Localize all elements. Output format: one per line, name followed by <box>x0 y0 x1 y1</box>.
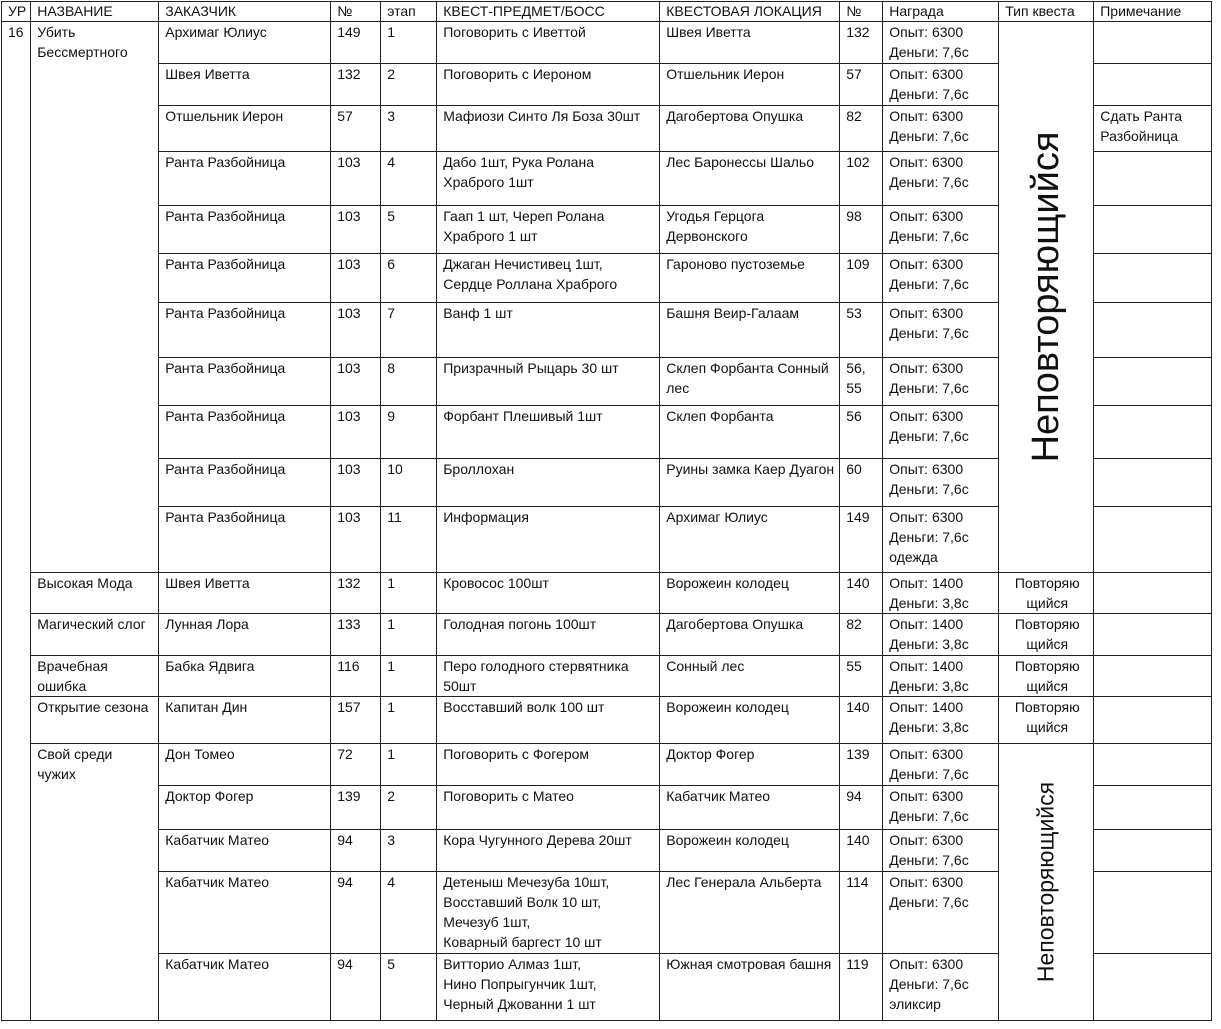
target-cell: Поговорить с Матео <box>437 786 660 830</box>
location-num-cell: 57 <box>840 64 883 106</box>
location-cell: Башня Веир-Галаам <box>660 303 840 358</box>
note-cell <box>1094 303 1212 358</box>
note-cell <box>1094 830 1212 872</box>
client-num-cell: 149 <box>331 22 381 64</box>
note-cell <box>1094 656 1212 697</box>
reward-money: Деньги: 7,6с <box>889 276 969 292</box>
location-num-cell: 56, 55 <box>840 358 883 406</box>
location-num-cell: 98 <box>840 206 883 254</box>
location-num-cell: 82 <box>840 614 883 656</box>
client-cell: Ранта Разбойница <box>159 358 331 406</box>
client-num-cell: 72 <box>331 744 381 786</box>
stage-cell: 2 <box>381 64 437 106</box>
stage-cell: 2 <box>381 786 437 830</box>
reward-exp: Опыт: 1400 <box>889 616 964 632</box>
reward-exp: Опыт: 6300 <box>889 788 964 804</box>
location-cell: Лес Генерала Альберта <box>660 872 840 954</box>
location-num-cell: 109 <box>840 254 883 303</box>
reward-cell <box>883 358 999 406</box>
note-cell <box>1094 22 1212 64</box>
stage-cell: 5 <box>381 954 437 1021</box>
location-cell: Склеп Форбанта Сонный лес <box>660 358 840 406</box>
table-row <box>2 697 1212 744</box>
location-cell: Лес Баронессы Шальо <box>660 152 840 206</box>
client-cell: Ранта Разбойница <box>159 459 331 507</box>
location-num-cell: 102 <box>840 152 883 206</box>
reward-cell <box>883 697 999 744</box>
reward-cell <box>883 254 999 303</box>
target-line: Витторио Алмаз 1шт, <box>443 956 581 972</box>
reward-money: Деньги: 7,6с <box>889 228 969 244</box>
target-cell: Голодная погонь 100шт <box>437 614 660 656</box>
reward-exp: Опыт: 6300 <box>889 509 964 525</box>
quest-type-vertical <box>999 744 1094 1021</box>
client-cell: Ранта Разбойница <box>159 507 331 573</box>
client-num-cell: 103 <box>331 206 381 254</box>
reward-cell <box>883 64 999 106</box>
location-cell: Гароново пустоземье <box>660 254 840 303</box>
reward-money: Деньги: 7,6с <box>889 128 969 144</box>
location-cell: Архимаг Юлиус <box>660 507 840 573</box>
header-note: Примечание <box>1094 2 1212 22</box>
client-num-cell: 157 <box>331 697 381 744</box>
target-cell: Призрачный Рыцарь 30 шт <box>437 358 660 406</box>
reward-exp: Опыт: 6300 <box>889 66 964 82</box>
stage-cell: 3 <box>381 106 437 152</box>
location-num-cell: 140 <box>840 573 883 614</box>
client-cell: Дон Томео <box>159 744 331 786</box>
client-cell: Ранта Разбойница <box>159 303 331 358</box>
target-cell: Ванф 1 шт <box>437 303 660 358</box>
client-cell: Доктор Фогер <box>159 786 331 830</box>
target-cell: Мафиози Синто Ля Боза 30шт <box>437 106 660 152</box>
stage-cell: 9 <box>381 406 437 459</box>
client-cell: Отшельник Иерон <box>159 106 331 152</box>
reward-exp: Опыт: 1400 <box>889 699 964 715</box>
note-cell <box>1094 786 1212 830</box>
location-num-cell: 94 <box>840 786 883 830</box>
reward-exp: Опыт: 6300 <box>889 305 964 321</box>
location-num-cell: 56 <box>840 406 883 459</box>
target-cell: Кора Чугунного Дерева 20шт <box>437 830 660 872</box>
reward-money: Деньги: 7,6с <box>889 44 969 60</box>
client-num-cell: 94 <box>331 872 381 954</box>
target-cell: Перо голодного стервятника 50шт <box>437 656 660 697</box>
reward-cell <box>883 152 999 206</box>
client-num-cell: 103 <box>331 459 381 507</box>
table-row <box>2 614 1212 656</box>
header-qtype: Тип квеста <box>999 2 1094 22</box>
location-num-cell: 53 <box>840 303 883 358</box>
quest-type: Повторяю щийся <box>999 697 1094 744</box>
location-cell: Ворожеин колодец <box>660 830 840 872</box>
reward-exp: Опыт: 6300 <box>889 874 964 890</box>
reward-exp: Опыт: 6300 <box>889 832 964 848</box>
client-num-cell: 57 <box>331 106 381 152</box>
client-cell: Ранта Разбойница <box>159 152 331 206</box>
quest-name: Высокая Мода <box>31 573 159 614</box>
stage-cell: 1 <box>381 697 437 744</box>
target-line: Нино Попрыгунчик 1шт, <box>443 976 597 992</box>
client-cell: Капитан Дин <box>159 697 331 744</box>
quest-type-label: Неповторяющийся <box>1025 131 1068 463</box>
reward-exp: Опыт: 6300 <box>889 408 964 424</box>
reward-cell <box>883 954 999 1021</box>
reward-exp: Опыт: 6300 <box>889 154 964 170</box>
quest-table <box>1 1 1212 1021</box>
note-cell: Сдать Ранта Разбойница <box>1094 106 1212 152</box>
target-cell: Поговорить с Иветтой <box>437 22 660 64</box>
note-cell <box>1094 573 1212 614</box>
reward-exp: Опыт: 6300 <box>889 360 964 376</box>
reward-exp: Опыт: 6300 <box>889 108 964 124</box>
header-client: ЗАКАЗЧИК <box>159 2 331 22</box>
client-num-cell: 132 <box>331 64 381 106</box>
location-cell: Склеп Форбанта <box>660 406 840 459</box>
target-cell: Броллохан <box>437 459 660 507</box>
stage-cell: 1 <box>381 22 437 64</box>
note-cell <box>1094 152 1212 206</box>
stage-cell: 1 <box>381 744 437 786</box>
reward-money: Деньги: 7,6с <box>889 481 969 497</box>
client-num-cell: 103 <box>331 406 381 459</box>
stage-cell: 11 <box>381 507 437 573</box>
reward-cell <box>883 106 999 152</box>
reward-exp: Опыт: 6300 <box>889 956 964 972</box>
client-num-cell: 116 <box>331 656 381 697</box>
target-line: Детеныш Мечезуба 10шт, <box>443 874 610 890</box>
reward-money: Деньги: 7,6с <box>889 428 969 444</box>
note-cell <box>1094 406 1212 459</box>
quest-name: Магический слог <box>31 614 159 656</box>
stage-cell: 4 <box>381 872 437 954</box>
location-cell: Кабатчик Матео <box>660 786 840 830</box>
reward-exp: Опыт: 1400 <box>889 575 964 591</box>
header-target: КВЕСТ-ПРЕДМЕТ/БОСС <box>437 2 660 22</box>
reward-money: Деньги: 7,6с <box>889 325 969 341</box>
client-cell: Ранта Разбойница <box>159 406 331 459</box>
location-cell: Швея Иветта <box>660 22 840 64</box>
target-cell: Кровосос 100шт <box>437 573 660 614</box>
reward-cell <box>883 786 999 830</box>
stage-cell: 4 <box>381 152 437 206</box>
note-cell <box>1094 954 1212 1021</box>
quest-name: Свой среди чужих <box>31 744 159 1021</box>
quest-type: Повторяю щийся <box>999 614 1094 656</box>
client-num-cell: 103 <box>331 507 381 573</box>
reward-cell <box>883 507 999 573</box>
client-num-cell: 94 <box>331 830 381 872</box>
location-cell: Доктор Фогер <box>660 744 840 786</box>
quest-type-vertical <box>999 22 1094 573</box>
location-cell: Отшельник Иерон <box>660 64 840 106</box>
client-num-cell: 103 <box>331 254 381 303</box>
stage-cell: 1 <box>381 614 437 656</box>
reward-exp: Опыт: 1400 <box>889 658 964 674</box>
location-num-cell: 140 <box>840 830 883 872</box>
location-num-cell: 60 <box>840 459 883 507</box>
client-cell: Бабка Ядвига <box>159 656 331 697</box>
reward-money: Деньги: 7,6с <box>889 174 969 190</box>
note-cell <box>1094 254 1212 303</box>
target-cell <box>437 872 660 954</box>
reward-money: Деньги: 7,6с <box>889 976 969 992</box>
location-cell: Южная смотровая башня <box>660 954 840 1021</box>
client-cell: Кабатчик Матео <box>159 830 331 872</box>
location-cell: Руины замка Каер Дуагон <box>660 459 840 507</box>
reward-money: Деньги: 7,6с <box>889 86 969 102</box>
reward-money: Деньги: 7,6с <box>889 808 969 824</box>
reward-cell <box>883 872 999 954</box>
reward-money: Деньги: 7,6с <box>889 766 969 782</box>
table-row <box>2 22 1212 64</box>
client-cell: Швея Иветта <box>159 573 331 614</box>
location-cell: Сонный лес <box>660 656 840 697</box>
target-cell: Восставший волк 100 шт <box>437 697 660 744</box>
level-cell: 16 <box>2 22 31 1021</box>
reward-cell <box>883 573 999 614</box>
target-line: Коварный баргест 10 шт <box>443 934 602 950</box>
note-cell <box>1094 744 1212 786</box>
target-line: Черный Джованни 1 шт <box>443 996 596 1012</box>
table-row <box>2 656 1212 697</box>
reward-cell <box>883 303 999 358</box>
reward-cell <box>883 656 999 697</box>
header-loc-num: № <box>840 2 883 22</box>
reward-extra: одежда <box>889 549 938 565</box>
location-num-cell: 82 <box>840 106 883 152</box>
note-cell <box>1094 206 1212 254</box>
quest-type: Повторяю щийся <box>999 573 1094 614</box>
target-line: Восставший Волк 10 шт, <box>443 894 602 910</box>
reward-cell <box>883 614 999 656</box>
reward-money: Деньги: 7,6с <box>889 529 969 545</box>
client-num-cell: 139 <box>331 786 381 830</box>
target-cell: Поговорить с Иероном <box>437 64 660 106</box>
stage-cell: 1 <box>381 573 437 614</box>
client-num-cell: 132 <box>331 573 381 614</box>
reward-exp: Опыт: 6300 <box>889 24 964 40</box>
client-num-cell: 103 <box>331 358 381 406</box>
reward-money: Деньги: 3,8с <box>889 719 969 735</box>
note-cell <box>1094 459 1212 507</box>
quest-type: Повторяю щийся <box>999 656 1094 697</box>
stage-cell: 10 <box>381 459 437 507</box>
client-num-cell: 94 <box>331 954 381 1021</box>
stage-cell: 6 <box>381 254 437 303</box>
reward-money: Деньги: 7,6с <box>889 852 969 868</box>
client-cell: Кабатчик Матео <box>159 954 331 1021</box>
client-cell: Кабатчик Матео <box>159 872 331 954</box>
location-cell: Ворожеин колодец <box>660 573 840 614</box>
note-cell <box>1094 507 1212 573</box>
quest-name: Убить Бессмертного <box>31 22 159 573</box>
reward-money: Деньги: 3,8с <box>889 678 969 694</box>
reward-money: Деньги: 7,6с <box>889 894 969 910</box>
reward-cell <box>883 206 999 254</box>
quest-type-label: Неповторяющийся <box>1032 781 1059 983</box>
location-cell: Дагобертова Опушка <box>660 106 840 152</box>
target-cell: Дабо 1шт, Рука Ролана Храброго 1шт <box>437 152 660 206</box>
reward-money: Деньги: 3,8с <box>889 595 969 611</box>
reward-money: Деньги: 3,8с <box>889 636 969 652</box>
target-cell: Поговорить с Фогером <box>437 744 660 786</box>
header-level: УР <box>2 2 31 22</box>
stage-cell: 5 <box>381 206 437 254</box>
note-cell <box>1094 872 1212 954</box>
stage-cell: 3 <box>381 830 437 872</box>
header-reward: Награда <box>883 2 999 22</box>
target-cell: Гаап 1 шт, Череп Ролана Храброго 1 шт <box>437 206 660 254</box>
location-num-cell: 119 <box>840 954 883 1021</box>
location-num-cell: 140 <box>840 697 883 744</box>
note-cell <box>1094 358 1212 406</box>
client-cell: Лунная Лора <box>159 614 331 656</box>
location-num-cell: 132 <box>840 22 883 64</box>
client-cell: Архимаг Юлиус <box>159 22 331 64</box>
location-num-cell: 114 <box>840 872 883 954</box>
reward-cell <box>883 22 999 64</box>
header-num: № <box>331 2 381 22</box>
note-cell <box>1094 697 1212 744</box>
header-stage: этап <box>381 2 437 22</box>
reward-cell <box>883 744 999 786</box>
client-cell: Ранта Разбойница <box>159 254 331 303</box>
client-num-cell: 103 <box>331 303 381 358</box>
client-num-cell: 133 <box>331 614 381 656</box>
reward-money: Деньги: 7,6с <box>889 380 969 396</box>
header-name: НАЗВАНИЕ <box>31 2 159 22</box>
client-cell: Ранта Разбойница <box>159 206 331 254</box>
header-location: КВЕСТОВАЯ ЛОКАЦИЯ <box>660 2 840 22</box>
location-cell: Ворожеин колодец <box>660 697 840 744</box>
reward-exp: Опыт: 6300 <box>889 746 964 762</box>
target-line: Мечезуб 1шт, <box>443 914 531 930</box>
reward-exp: Опыт: 6300 <box>889 256 964 272</box>
target-cell: Информация <box>437 507 660 573</box>
note-cell <box>1094 614 1212 656</box>
reward-exp: Опыт: 6300 <box>889 461 964 477</box>
target-cell: Джаган Нечистивец 1шт, Сердце Роллана Храброго <box>437 254 660 303</box>
stage-cell: 7 <box>381 303 437 358</box>
client-cell: Швея Иветта <box>159 64 331 106</box>
target-cell: Форбант Плешивый 1шт <box>437 406 660 459</box>
location-num-cell: 55 <box>840 656 883 697</box>
reward-exp: Опыт: 6300 <box>889 208 964 224</box>
note-cell <box>1094 64 1212 106</box>
header-row <box>2 2 1212 22</box>
reward-cell <box>883 459 999 507</box>
table-row <box>2 573 1212 614</box>
client-num-cell: 103 <box>331 152 381 206</box>
reward-extra: эликсир <box>889 996 941 1012</box>
stage-cell: 8 <box>381 358 437 406</box>
location-cell: Угодья Герцога Дервонского <box>660 206 840 254</box>
location-num-cell: 149 <box>840 507 883 573</box>
location-num-cell: 139 <box>840 744 883 786</box>
stage-cell: 1 <box>381 656 437 697</box>
quest-name: Открытие сезона <box>31 697 159 744</box>
table-row <box>2 744 1212 786</box>
location-cell: Дагобертова Опушка <box>660 614 840 656</box>
reward-cell <box>883 406 999 459</box>
reward-cell <box>883 830 999 872</box>
target-cell <box>437 954 660 1021</box>
quest-name: Врачебная ошибка <box>31 656 159 697</box>
